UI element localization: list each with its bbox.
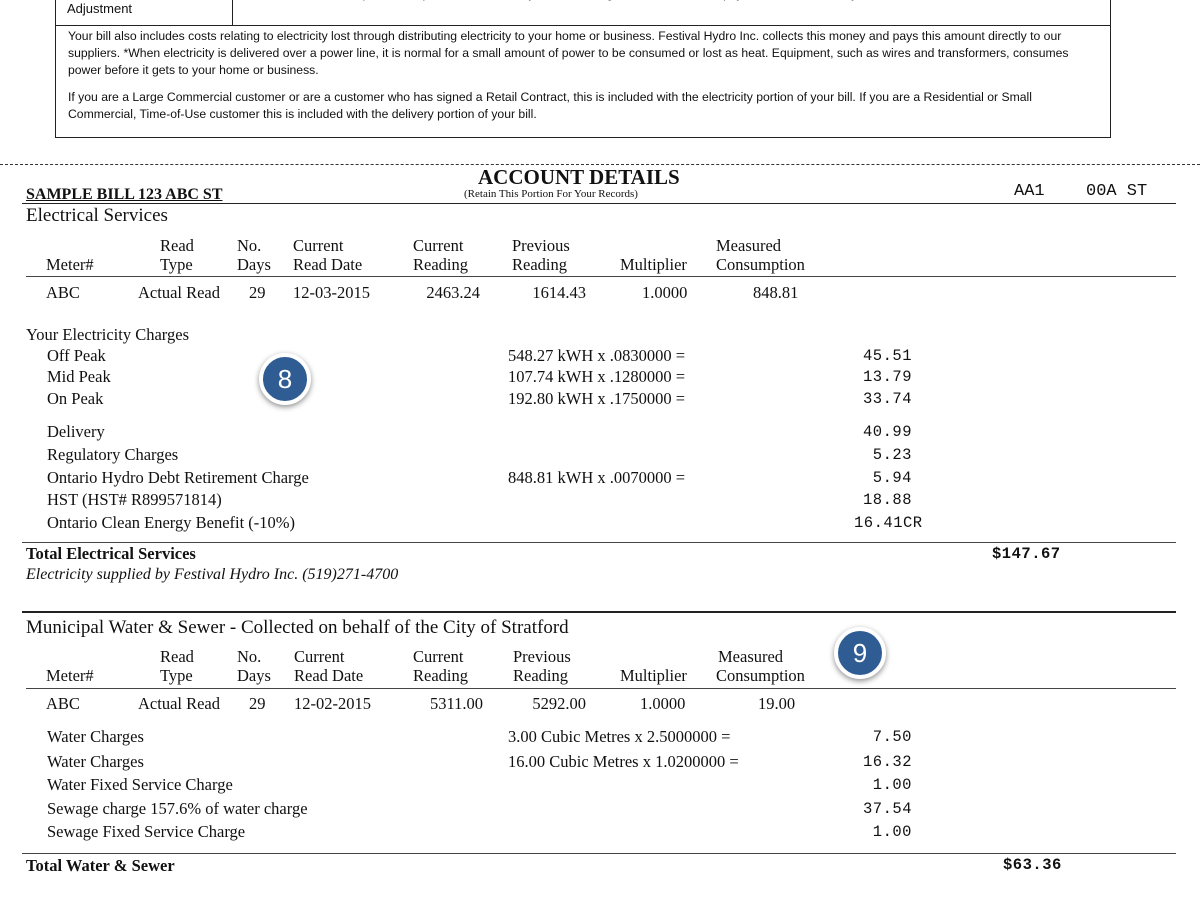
multiplier: 1.0000 xyxy=(642,283,688,302)
days: 29 xyxy=(249,283,266,302)
charge-amount: 13.79 xyxy=(862,368,912,386)
col-previous: Previous xyxy=(512,236,570,255)
read-date: 12-03-2015 xyxy=(293,283,370,302)
charge-amount: 1.00 xyxy=(872,823,912,841)
charge-label: Mid Peak xyxy=(47,367,111,386)
current-reading: 5311.00 xyxy=(429,694,483,713)
previous-reading: 1614.43 xyxy=(532,283,586,302)
col-current: Current xyxy=(413,236,464,255)
total-water-label: Total Water & Sewer xyxy=(26,856,175,875)
cut-off-text xyxy=(242,0,896,1)
charge-label: On Peak xyxy=(47,389,104,408)
electricity-charges-title: Your Electricity Charges xyxy=(26,325,189,344)
callout-badge-9: 9 xyxy=(834,627,886,679)
col-date: Current xyxy=(293,236,344,255)
col-multiplier: Multiplier xyxy=(620,666,687,685)
charge-label: Ontario Clean Energy Benefit (-10%) xyxy=(47,513,296,532)
meter-id: ABC xyxy=(46,694,80,713)
col-read-type-2: Type xyxy=(160,255,193,274)
col-meter: Meter# xyxy=(46,666,94,685)
charge-calc: 16.00 Cubic Metres x 1.0200000 = xyxy=(508,752,739,771)
charge-label: Sewage Fixed Service Charge xyxy=(47,822,246,841)
col-read-type: Read xyxy=(160,647,194,666)
contract-paragraph: If you are a Large Commercial customer or are a customer who has signed a Retail Contract, this is included with the electricity portion of your bill. If you are a Residential or Small Commercial, Time-of-Use customer this is included with the delivery portion of your bill. xyxy=(68,90,1032,121)
charge-amount: 7.50 xyxy=(872,728,912,746)
col-date-2: Read Date xyxy=(294,666,364,685)
col-previous-2: Reading xyxy=(512,255,567,274)
col-days-2: Days xyxy=(237,666,271,685)
charge-calc: 3.00 Cubic Metres x 2.5000000 = xyxy=(508,727,731,746)
col-date-2: Read Date xyxy=(293,255,363,274)
charge-label: Delivery xyxy=(47,422,105,441)
col-days: No. xyxy=(237,236,262,255)
consumption: 848.81 xyxy=(753,283,799,302)
read-type: Actual Read xyxy=(138,694,221,713)
read-date: 12-02-2015 xyxy=(294,694,371,713)
col-current-2: Reading xyxy=(413,255,468,274)
account-route: 00A ST xyxy=(1086,182,1148,201)
days: 29 xyxy=(249,694,266,713)
charge-calc: 107.74 kWH x .1280000 = xyxy=(508,367,686,386)
charge-amount: 5.23 xyxy=(872,446,912,464)
col-current-2: Reading xyxy=(413,666,468,685)
charge-label: Regulatory Charges xyxy=(47,445,179,464)
water-section-title: Municipal Water & Sewer - Collected on behalf of the City of Stratford xyxy=(26,617,569,638)
col-current: Current xyxy=(413,647,464,666)
account-address: SAMPLE BILL 123 ABC ST xyxy=(26,186,223,203)
charge-label: Water Charges xyxy=(47,752,144,771)
charge-calc: 548.27 kWH x .0830000 = xyxy=(508,346,686,365)
previous-reading: 5292.00 xyxy=(532,694,586,713)
consumption: 19.00 xyxy=(758,694,796,713)
col-days: No. xyxy=(237,647,262,666)
charge-label: Water Charges xyxy=(47,727,144,746)
charge-amount: 40.99 xyxy=(862,423,912,441)
col-read-type: Read xyxy=(160,236,194,255)
charge-amount: 45.51 xyxy=(862,347,912,365)
col-previous: Previous xyxy=(513,647,571,666)
charge-label: Ontario Hydro Debt Retirement Charge xyxy=(47,468,309,487)
page-subtitle: (Retain This Portion For Your Records) xyxy=(464,188,638,200)
total-electrical-label: Total Electrical Services xyxy=(26,544,196,563)
page-title: ACCOUNT DETAILS xyxy=(478,165,680,189)
col-consumption: Measured xyxy=(716,236,782,255)
charge-label: HST (HST# R899571814) xyxy=(47,490,222,509)
meter-id: ABC xyxy=(46,283,80,302)
charge-label: Sewage charge 157.6% of water charge xyxy=(47,799,308,818)
col-read-type-2: Type xyxy=(160,666,193,685)
charge-amount: 16.41CR xyxy=(854,514,923,532)
charge-amount: 16.32 xyxy=(862,753,912,771)
charge-calc: 192.80 kWH x .1750000 = xyxy=(508,389,686,408)
info-box xyxy=(55,0,1111,138)
col-multiplier: Multiplier xyxy=(620,255,687,274)
charge-amount: 18.88 xyxy=(862,491,912,509)
charge-calc: 848.81 kWH x .0070000 = xyxy=(508,468,686,487)
supplier-note: Electricity supplied by Festival Hydro Inc. (519)271-4700 xyxy=(26,566,399,583)
multiplier: 1.0000 xyxy=(640,694,686,713)
col-days-2: Days xyxy=(237,255,271,274)
electrical-section-title: Electrical Services xyxy=(26,205,168,226)
col-meter: Meter# xyxy=(46,255,94,274)
adjustment-label: Adjustment xyxy=(67,1,133,16)
charge-amount: 5.94 xyxy=(872,469,912,487)
charge-label: Water Fixed Service Charge xyxy=(47,775,233,794)
charge-amount: 33.74 xyxy=(862,390,912,408)
col-previous-2: Reading xyxy=(513,666,568,685)
charge-amount: 1.00 xyxy=(872,776,912,794)
charge-amount: 37.54 xyxy=(862,800,912,818)
col-date: Current xyxy=(294,647,345,666)
callout-badge-8: 8 xyxy=(259,353,311,405)
read-type: Actual Read xyxy=(138,283,221,302)
col-consumption-2: Consumption xyxy=(716,255,805,274)
current-reading: 2463.24 xyxy=(426,283,480,302)
total-water-amount: $63.36 xyxy=(1003,856,1062,874)
loss-paragraph: Your bill also includes costs relating to electricity lost through distributing electricity to your home or business. Festival Hydro Inc. collects this money and pays this amount directly to our suppliers. *When electricity is delivered over a power line, it is normal for a small amount of power to be consumed or lost as heat. Equipment, such as wires and transformers, consumes power before it gets to your home or business. xyxy=(68,29,1069,77)
col-consumption-2: Consumption xyxy=(716,666,805,685)
charge-label: Off Peak xyxy=(47,346,106,365)
account-code: AA1 xyxy=(1014,182,1045,201)
col-consumption: Measured xyxy=(718,647,784,666)
total-electrical-amount: $147.67 xyxy=(992,545,1061,563)
